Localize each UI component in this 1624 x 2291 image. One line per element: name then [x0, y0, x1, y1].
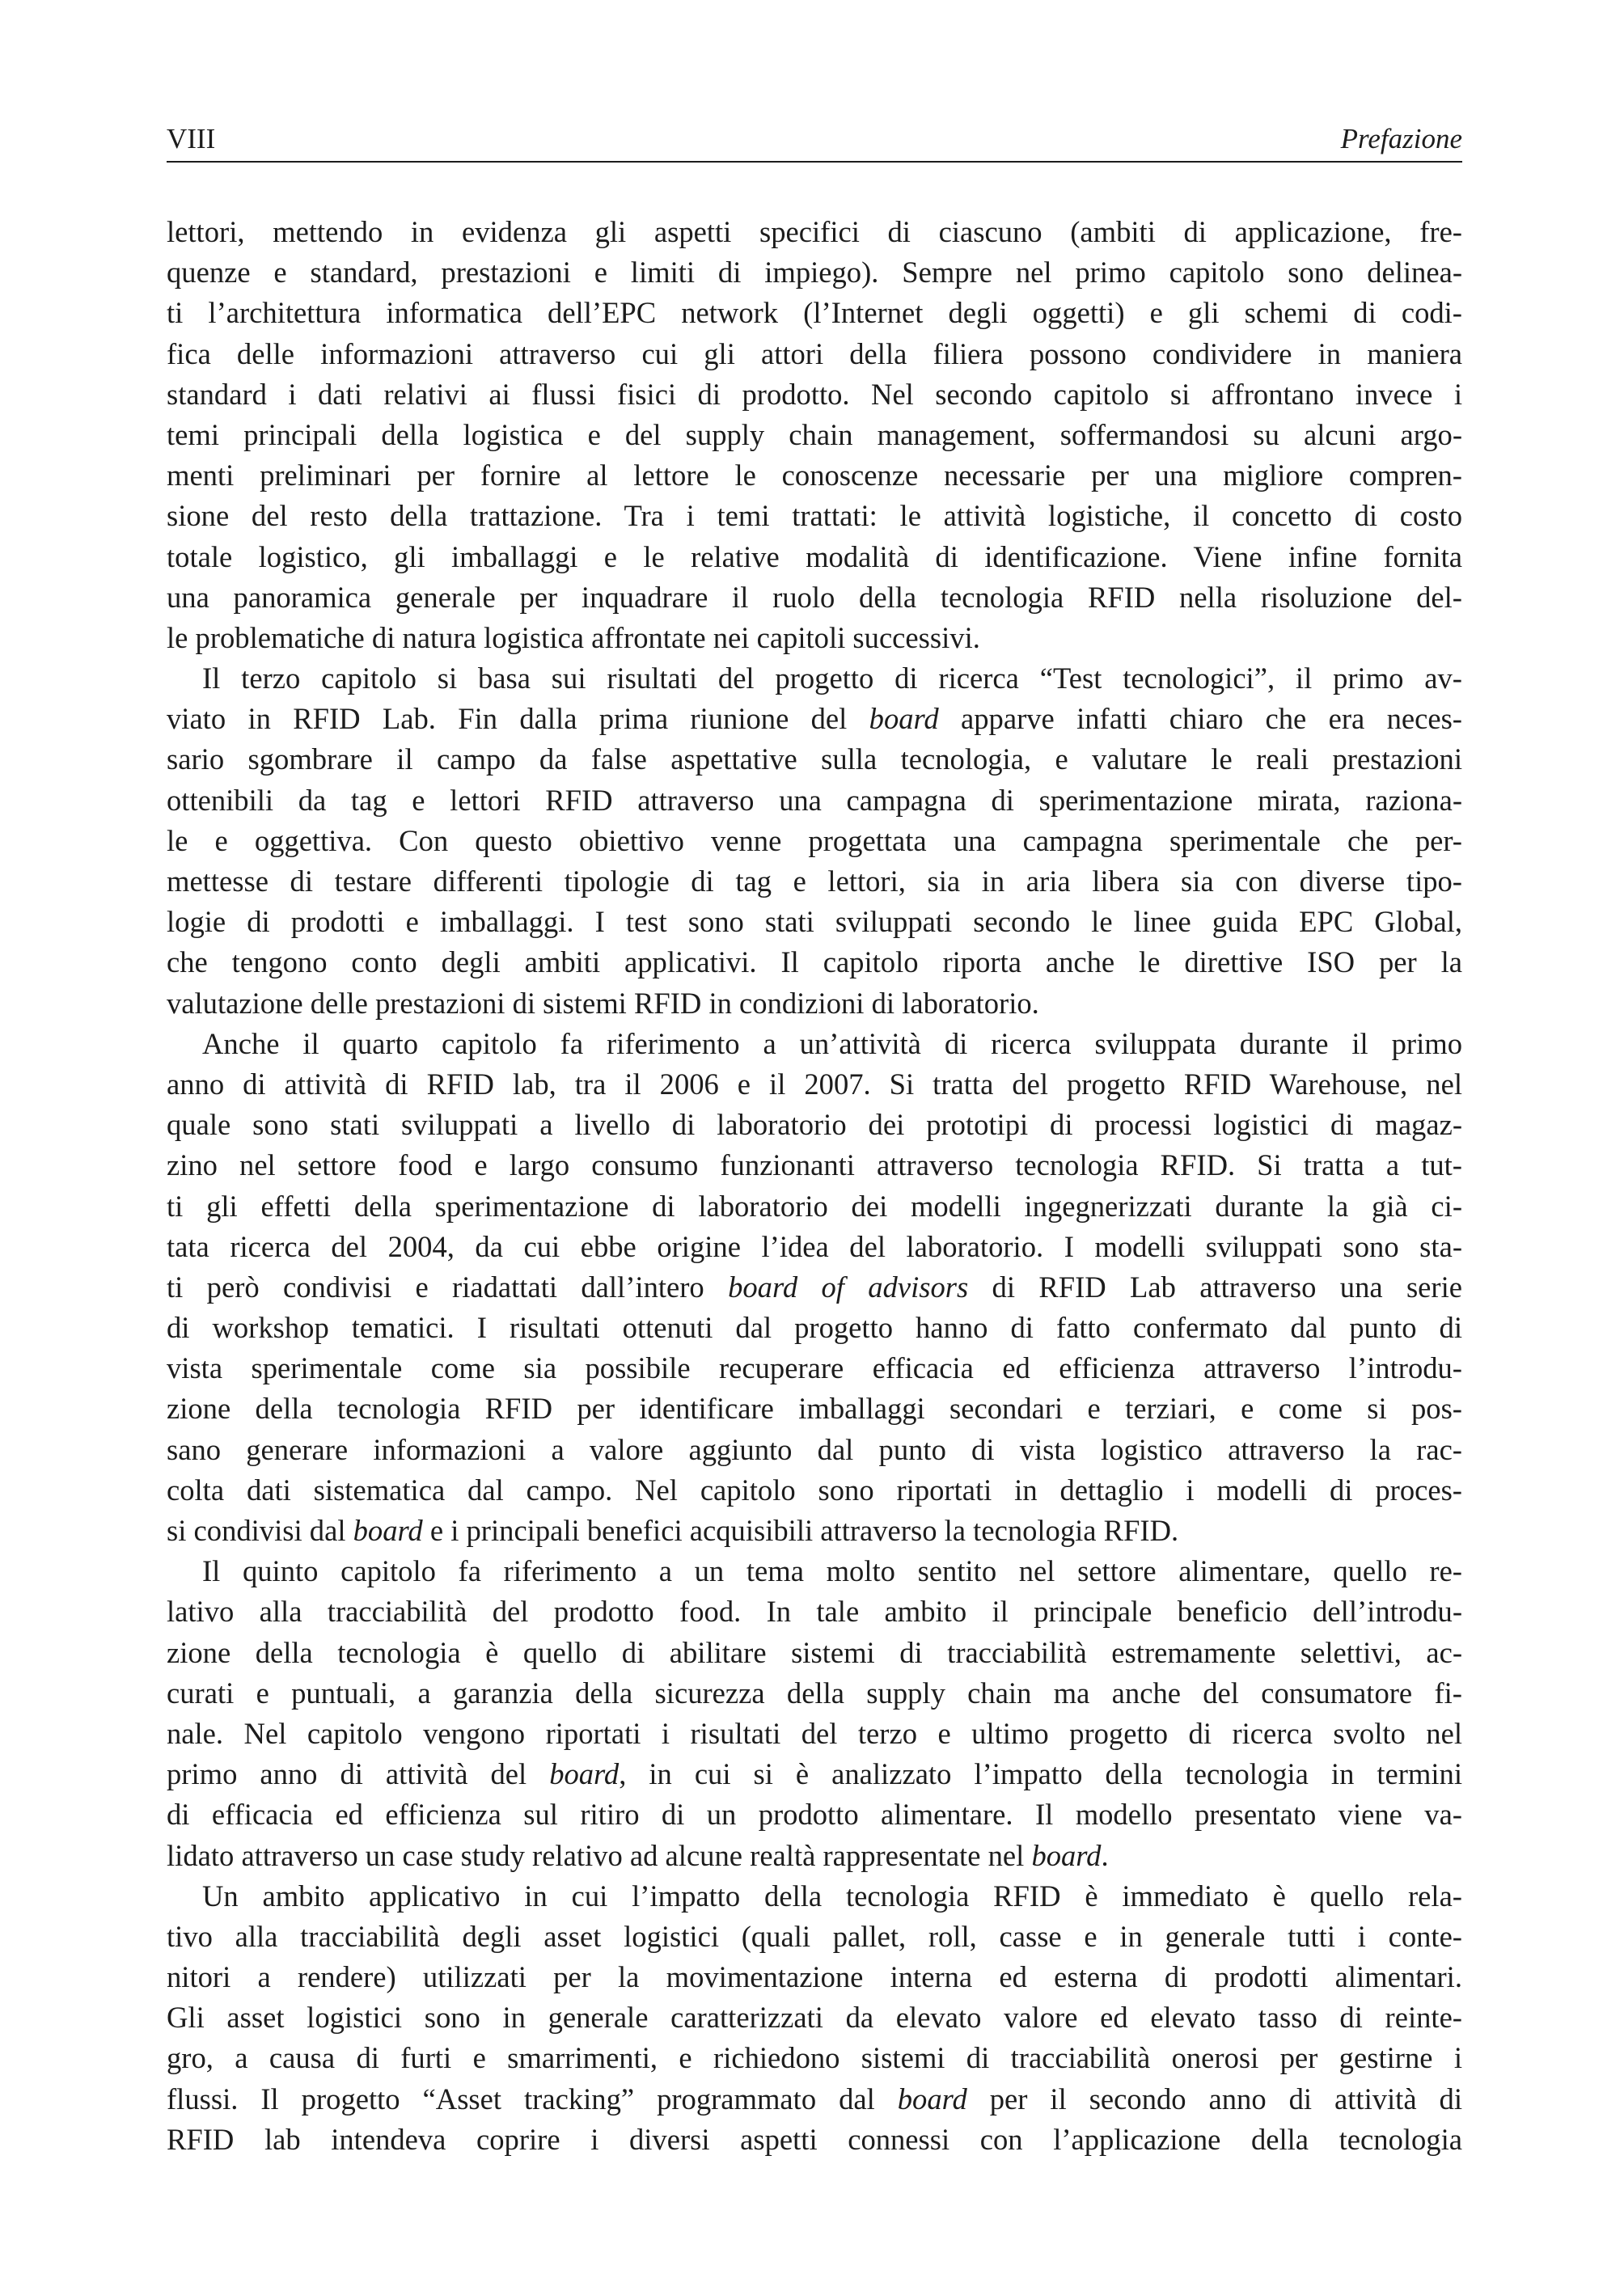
text-line: le e oggettiva. Con questo obiettivo venne progettata una campagna sperimentale che per- — [167, 823, 1462, 857]
text-line: nitori a rendere) utilizzati per la movimentazione interna ed esterna di prodotti alimentari. — [167, 1960, 1462, 1994]
text-line: nale. Nel capitolo vengono riportati i risultati del terzo e ultimo progetto di ricerca svolto nel — [167, 1716, 1462, 1750]
text-line: ottenibili da tag e lettori RFID attraverso una campagna di sperimentazione mirata, raziona- — [167, 783, 1462, 817]
text-line: quenze e standard, prestazioni e limiti di impiego). Sempre nel primo capitolo sono delinea- — [167, 256, 1462, 290]
text-line: mettesse di testare differenti tipologie di tag e lettori, sia in aria libera sia con diverse tipo- — [167, 864, 1462, 898]
text-line: Gli asset logistici sono in generale caratterizzati da elevato valore ed elevato tasso di reinte- — [167, 2001, 1462, 2035]
paragraph — [167, 658, 1462, 1024]
text-line: sano generare informazioni a valore aggiunto dal punto di vista logistico attraverso la rac- — [167, 1432, 1462, 1466]
text-line: RFID lab intendeva coprire i diversi aspetti connessi con l’applicazione della tecnologia — [167, 2122, 1462, 2156]
text-line: anno di attività di RFID lab, tra il 2006 e il 2007. Si tratta del progetto RFID Warehouse, nel — [167, 1067, 1462, 1101]
text-line: ti l’architettura informatica dell’EPC network (l’Internet degli oggetti) e gli schemi di codi- — [167, 296, 1462, 330]
text-line: curati e puntuali, a garanzia della sicurezza della supply chain ma anche del consumatore fi- — [167, 1676, 1462, 1710]
text-line: totale logistico, gli imballaggi e le relative modalità di identificazione. Viene infine fornita — [167, 539, 1462, 573]
body-text — [167, 212, 1462, 2160]
text-line: una panoramica generale per inquadrare il ruolo della tecnologia RFID nella risoluzione del- — [167, 580, 1462, 614]
text-line: quale sono stati sviluppati a livello di laboratorio dei prototipi di processi logistici di magaz- — [167, 1108, 1462, 1142]
text-line: sione del resto della trattazione. Tra i temi trattati: le attività logistiche, il concetto di costo — [167, 499, 1462, 533]
paragraph — [167, 1024, 1462, 1551]
text-line: tata ricerca del 2004, da cui ebbe origine l’idea del laboratorio. I modelli sviluppati sono sta- — [167, 1229, 1462, 1263]
text-line: flussi. Il progetto “Asset tracking” programmato dal board per il secondo anno di attività di — [167, 2082, 1462, 2116]
text-line: temi principali della logistica e del supply chain management, soffermandosi su alcuni argo- — [167, 417, 1462, 451]
text-line: Il terzo capitolo si basa sui risultati del progetto di ricerca “Test tecnologici”, il primo av- — [202, 662, 1462, 695]
text-line: viato in RFID Lab. Fin dalla prima riunione del board apparve infatti chiaro che era neces- — [167, 702, 1462, 736]
text-line: vista sperimentale come sia possibile recuperare efficacia ed efficienza attraverso l’introdu- — [167, 1351, 1462, 1385]
text-line: che tengono conto degli ambiti applicativi. Il capitolo riporta anche le direttive ISO per la — [167, 945, 1462, 979]
text-line: sario sgombrare il campo da false aspettative sulla tecnologia, e valutare le reali prestazioni — [167, 742, 1462, 776]
text-line: lidato attraverso un case study relativo ad alcune realtà rappresentate nel board. — [167, 1838, 1109, 1872]
page-number: VIII — [167, 123, 216, 154]
text-line: valutazione delle prestazioni di sistemi RFID in condizioni di laboratorio. — [167, 986, 1039, 1020]
running-head — [167, 125, 1462, 163]
text-line: primo anno di attività del board, in cui si è analizzato l’impatto della tecnologia in termini — [167, 1757, 1462, 1791]
text-line: si condivisi dal board e i principali benefici acquisibili attraverso la tecnologia RFID. — [167, 1514, 1179, 1547]
section-title: Prefazione — [1340, 123, 1462, 154]
text-line: Un ambito applicativo in cui l’impatto della tecnologia RFID è immediato è quello rela- — [202, 1879, 1462, 1913]
text-line: logie di prodotti e imballaggi. I test sono stati sviluppati secondo le linee guida EPC Global, — [167, 905, 1462, 939]
text-line: lettori, mettendo in evidenza gli aspetti specifici di ciascuno (ambiti di applicazione, fre- — [167, 215, 1462, 248]
text-line: ti gli effetti della sperimentazione di laboratorio dei modelli ingegnerizzati durante la già ci- — [167, 1189, 1462, 1223]
text-line: tivo alla tracciabilità degli asset logistici (quali pallet, roll, casse e in generale tutti i conte- — [167, 1919, 1462, 1953]
text-line: lativo alla tracciabilità del prodotto food. In tale ambito il principale beneficio dell’introdu- — [167, 1595, 1462, 1629]
text-line: standard i dati relativi ai flussi fisici di prodotto. Nel secondo capitolo si affrontano invece i — [167, 377, 1462, 411]
text-line: colta dati sistematica dal campo. Nel capitolo sono riportati in dettaglio i modelli di proces- — [167, 1473, 1462, 1507]
paragraph — [167, 1876, 1462, 2160]
text-line: menti preliminari per fornire al lettore le conoscenze necessarie per una migliore compren- — [167, 459, 1462, 492]
text-line: di efficacia ed efficienza sul ritiro di un prodotto alimentare. Il modello presentato viene va- — [167, 1798, 1462, 1832]
text-line: ti però condivisi e riadattati dall’intero board of advisors di RFID Lab attraverso una serie — [167, 1270, 1463, 1304]
text-line: le problematiche di natura logistica affrontate nei capitoli successivi. — [167, 620, 980, 654]
text-line: zino nel settore food e largo consumo funzionanti attraverso tecnologia RFID. Si tratta a tut- — [167, 1148, 1462, 1182]
text-line: Anche il quarto capitolo fa riferimento a un’attività di ricerca sviluppata durante il primo — [202, 1026, 1462, 1060]
text-line: Il quinto capitolo fa riferimento a un tema molto sentito nel settore alimentare, quello re- — [202, 1554, 1462, 1588]
paragraph — [167, 212, 1462, 658]
text-line: gro, a causa di furti e smarrimenti, e richiedono sistemi di tracciabilità onerosi per gestirne i — [167, 2041, 1462, 2075]
text-line: zione della tecnologia RFID per identificare imballaggi secondari e terziari, e come si pos- — [167, 1392, 1462, 1426]
text-line: fica delle informazioni attraverso cui gli attori della filiera possono condividere in maniera — [167, 336, 1462, 370]
paragraph — [167, 1551, 1462, 1876]
text-line: di workshop tematici. I risultati ottenuti dal progetto hanno di fatto confermato dal punto di — [167, 1311, 1462, 1345]
text-line: zione della tecnologia è quello di abilitare sistemi di tracciabilità estremamente selettivi, ac- — [167, 1635, 1462, 1669]
